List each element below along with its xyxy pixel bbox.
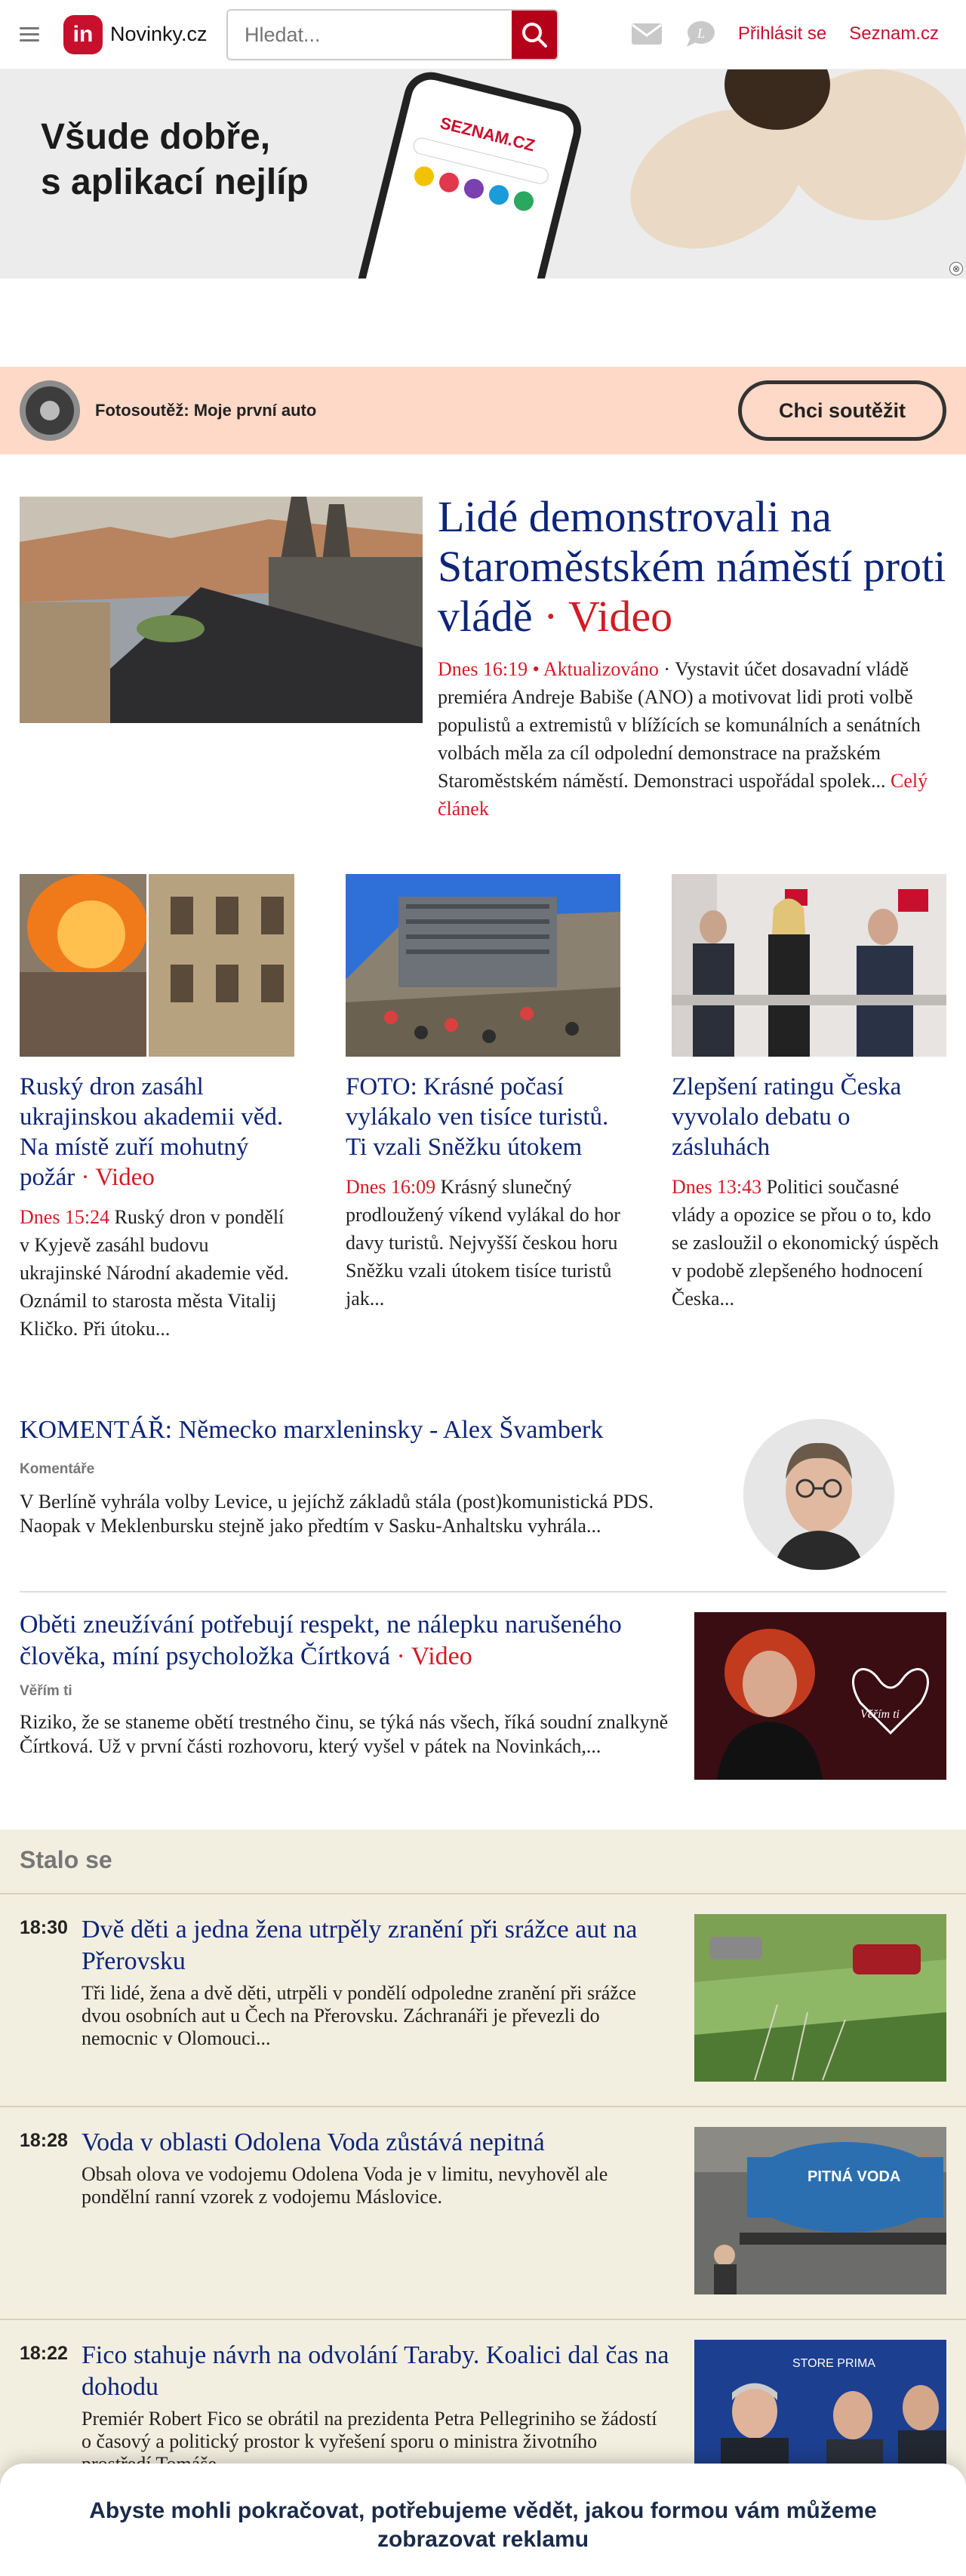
divider <box>0 2106 966 2107</box>
lead-article-image[interactable] <box>20 497 423 723</box>
logo-mark[interactable]: in <box>63 15 103 54</box>
chat-icon[interactable] <box>685 20 715 48</box>
article-image[interactable] <box>672 874 946 1057</box>
mail-icon[interactable] <box>631 23 663 45</box>
article-title[interactable] <box>672 1072 946 1162</box>
divider <box>0 2319 966 2320</box>
interview-title[interactable] <box>20 1609 684 1673</box>
article-title[interactable] <box>346 1072 620 1162</box>
interview-rubric[interactable]: Věřím ti <box>20 1683 72 1699</box>
login-link[interactable]: Přihlásit se <box>737 23 827 44</box>
site-header <box>0 0 966 69</box>
comment-rubric[interactable]: Komentáře <box>20 1461 95 1477</box>
news-title[interactable]: Voda v oblasti Odolena Voda zůstává nepitná <box>82 2128 545 2156</box>
lead-meta: Dnes 16:19 • Aktualizováno <box>438 658 659 680</box>
interview-image[interactable] <box>694 1612 946 1780</box>
news-time: 18:28 <box>20 2130 68 2151</box>
article-title-text[interactable]: Ruský dron zasáhl ukrajinskou akademii věd. Na místě zuří mohutný požár <box>20 1073 284 1191</box>
image-caption: PITNÁ VODA <box>808 2168 901 2185</box>
header-actions <box>631 20 939 48</box>
article-card[interactable] <box>346 874 620 1313</box>
wheel-icon <box>20 380 80 441</box>
photo-contest-bar <box>0 367 966 454</box>
article-image[interactable] <box>20 874 294 1057</box>
news-item[interactable] <box>0 2127 966 2301</box>
contest-label[interactable]: Fotosoutěž: Moje první auto <box>95 401 317 420</box>
video-tag: · Video <box>396 1642 472 1670</box>
phone-brand: SEZNAM.CZ <box>438 113 537 155</box>
phone-illustration <box>349 69 586 279</box>
article-time: Dnes 13:43 <box>672 1176 762 1198</box>
interview-title-text[interactable]: Oběti zneužívání potřebují respekt, ne nálepku narušeného člověka, míní psycholožka Čírtková <box>20 1611 622 1670</box>
section-heading: Stalo se <box>20 1846 112 1873</box>
banner-headline-line1: Všude dobře, <box>41 117 271 157</box>
video-tag: · Video <box>81 1164 155 1191</box>
article-perex <box>346 1173 620 1313</box>
interview-perex: Riziko, že se staneme obětí trestného činu, se týká nás všech, říká soudní znalkyně Čírtková. Už v první části rozhovoru, který vyšel v pátek na Novinkách,... <box>20 1711 669 1757</box>
consent-message: Abyste mohli pokračovat, potřebujeme vědět, jakou formou vám můžeme zobrazovat reklamu <box>89 2498 877 2552</box>
comment-perex: V Berlíně vyhrála volby Levice, u jejíchž základů stála (post)komunistická PDS. Naopak v Meklenbursku stejně jako předtím v Sasku-Anhaltsku vyhrála... <box>20 1491 654 1537</box>
news-perex: Tři lidé, žena a dvě děti, utrpěli v pondělí odpoledne zranění při srážce dvou osobních aut u Čech na Přerovsku. Záchranáři je převezli do nemocnic v Olomouci... <box>82 1982 636 2049</box>
image-caption: Věřím ti <box>860 1708 900 1721</box>
article-perex-text: Politici současné vlády a opozice se přou o to, kdo se zasloužil o ekonomický úspěch v podobě zlepšeného hodnocení Česka... <box>672 1176 939 1310</box>
news-perex: Premiér Robert Fico se obrátil na prezidenta Petra Pellegriniho se žádostí o časový a politický prostor k vyřešení sporu o ministra životního <box>82 2408 657 2452</box>
ad-close-icon[interactable]: ⊗ <box>949 262 963 275</box>
lead-article-perex: Dnes 16:19 • Aktualizováno · Vystavit účet dosavadní vládě premiéra Andreje Babiše (ANO) a motivovat lidi proti volbě populistů a extremistů v blížících se komunálních a senátních volbách měla za cíl odpolední demonstrace na pražském Staroměstském náměstí. Demonstraci uspořádal spolek... Celý článek <box>438 658 928 820</box>
article-image[interactable] <box>346 874 620 1057</box>
image-caption: STORE PRIMA <box>792 2357 875 2370</box>
news-time: 18:22 <box>20 2343 68 2364</box>
search-button[interactable] <box>512 11 557 59</box>
app-banner-ad[interactable] <box>0 69 966 279</box>
contest-button[interactable]: Chci soutěžit <box>738 380 946 441</box>
news-perex: Obsah olova ve vodojemu Odolena Voda je v limitu, nevyhověl ale pondělní ranní vzorek z vodojemu Máslovice. <box>82 2163 608 2208</box>
read-more-link[interactable]: Celý článek <box>438 770 928 820</box>
article-perex-text: Krásný slunečný prodloužený víkend vylákal do hor davy turistů. Nejvyšší českou horu Sněžku vzali útokem tisíce turistů jak... <box>346 1176 620 1310</box>
video-tag: · Video <box>543 592 673 641</box>
lead-title-text[interactable]: Lidé demonstrovali na Staroměstském náměstí proti vládě <box>438 492 946 641</box>
svg-text:L: L <box>697 26 705 41</box>
article-perex <box>672 1173 946 1313</box>
comment-title[interactable]: KOMENTÁŘ: Německo marxleninsky - Alex Švamberk <box>20 1416 604 1444</box>
news-image[interactable] <box>694 1914 946 2082</box>
banner-headline-line2: s aplikací nejlíp <box>41 162 309 202</box>
ad-consent-dialog <box>0 2464 966 2576</box>
divider <box>0 1893 966 1894</box>
logo-text[interactable]: Novinky.cz <box>110 23 208 45</box>
search-box <box>226 9 558 60</box>
news-image[interactable] <box>694 2127 946 2294</box>
divider <box>20 1591 946 1593</box>
article-title-text[interactable]: FOTO: Krásné počasí vylákalo ven tisíce turistů. Ti vzali Sněžku útokem <box>346 1073 609 1161</box>
search-icon <box>520 20 549 49</box>
article-card[interactable] <box>672 874 946 1313</box>
article-time: Dnes 16:09 <box>346 1176 436 1198</box>
search-input[interactable] <box>228 11 512 59</box>
banner-headline <box>41 115 309 205</box>
article-title[interactable] <box>20 1072 294 1193</box>
article-title-text[interactable]: Zlepšení ratingu Česka vyvolalo debatu o zásluhách <box>672 1073 902 1161</box>
article-perex <box>20 1203 294 1343</box>
news-title[interactable]: Dvě děti a jedna žena utrpěly zranění při srážce aut na Přerovsku <box>82 1916 638 1975</box>
news-time: 18:30 <box>20 1917 68 1938</box>
menu-icon[interactable] <box>20 27 39 42</box>
lead-article-title[interactable] <box>438 492 951 642</box>
article-perex-text: Ruský dron v pondělí v Kyjevě zasáhl budovu ukrajinské Národní akademie věd. Oznámil to starosta města Vitalij Kličko. Při útoku... <box>20 1206 289 1340</box>
article-time: Dnes 15:24 <box>20 1206 110 1228</box>
news-title[interactable]: Fico stahuje návrh na odvolání Taraby. Koalici dal čas na dohodu <box>82 2341 669 2401</box>
author-avatar[interactable] <box>743 1419 894 1570</box>
seznam-link[interactable]: Seznam.cz <box>849 23 939 44</box>
lead-perex-text: Vystavit účet dosavadní vládě premiéra Andreje Babiše (ANO) a motivovat lidi proti volbě populistů a extremistů v blížících se komunálních a senátních volbách měla za cíl odpolední demonstrace na pražském Staroměstském náměstí. Demonstraci uspořádal spolek... <box>438 658 921 792</box>
news-item[interactable] <box>0 1914 966 2088</box>
article-card[interactable] <box>20 874 294 1343</box>
